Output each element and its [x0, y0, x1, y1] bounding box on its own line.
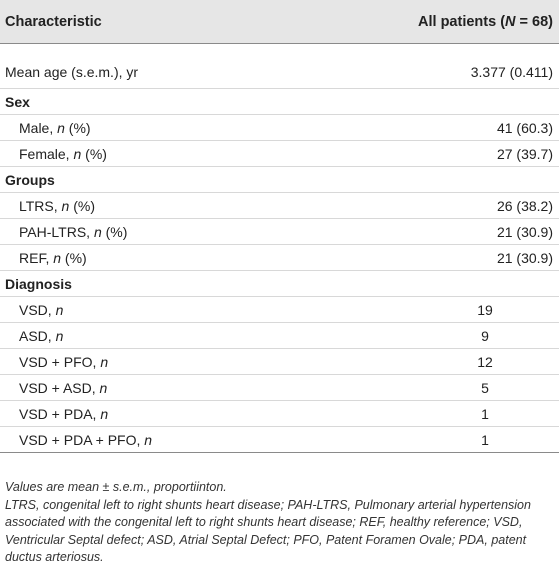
row-label-suffix: (%)	[101, 223, 128, 240]
table-row	[0, 245, 559, 271]
section-row	[0, 167, 559, 193]
row-label	[5, 198, 95, 214]
table-row	[0, 349, 559, 375]
row-value: 9	[481, 327, 489, 344]
row-label-text: VSD,	[19, 301, 56, 318]
row-label	[5, 120, 91, 136]
table-row	[0, 141, 559, 167]
row-label-text: Groups	[5, 171, 55, 188]
section-row	[0, 89, 559, 115]
table-row	[0, 115, 559, 141]
header-all-patients	[418, 14, 553, 30]
row-value: 41 (60.3)	[496, 119, 553, 136]
row-label-n-symbol: n	[100, 353, 109, 370]
row-value: 3.377 (0.411)	[470, 63, 553, 80]
header-all-patients-suffix: = 68)	[515, 13, 553, 30]
row-label-text: Diagnosis	[5, 275, 72, 292]
table-row	[0, 55, 559, 89]
row-label-text: VSD + PDA,	[19, 405, 101, 422]
table-row	[0, 297, 559, 323]
row-value: 19	[477, 301, 493, 318]
table-footnote	[5, 479, 553, 567]
footnote-abbreviations: LTRS, congenital left to right shunts heart disease; PAH-LTRS, Pulmonary arterial hypertension associated with the congenital left to right shunts heart disease; REF, healthy reference; VSD, Ventricular Septal defect; ASD, Atrial Septal Defect; PFO, Patent Foramen Ovale; PDA, patent ductus arteriosus.	[5, 497, 531, 564]
row-label-n-symbol: n	[144, 431, 153, 448]
row-label-suffix: (%)	[81, 145, 107, 162]
row-value: 21 (30.9)	[496, 249, 553, 266]
table-row	[0, 375, 559, 401]
row-label-n-symbol: n	[61, 197, 70, 214]
row-label	[5, 146, 107, 162]
row-label-text: Mean age (s.e.m.), yr	[5, 63, 139, 80]
row-label	[5, 224, 127, 240]
row-label	[5, 354, 108, 370]
row-label-n-symbol: n	[57, 119, 65, 136]
row-label-n-symbol: n	[55, 301, 64, 318]
table-row	[0, 401, 559, 427]
row-label	[5, 302, 63, 318]
header-spacer	[0, 44, 559, 55]
table-row	[0, 193, 559, 219]
row-value: 1	[481, 405, 489, 422]
header-all-patients-prefix: All patients (	[418, 13, 506, 30]
row-label	[5, 432, 152, 448]
row-label-text: Sex	[5, 93, 30, 110]
section-row	[0, 271, 559, 297]
row-label-text: Male,	[19, 119, 58, 136]
row-label-text: VSD + ASD,	[19, 379, 100, 396]
row-value: 27 (39.7)	[496, 145, 553, 162]
row-label-text: LTRS,	[19, 197, 62, 214]
row-label-text: ASD,	[19, 327, 56, 344]
row-label-n-symbol: n	[99, 379, 108, 396]
row-label	[5, 250, 87, 266]
row-label-n-symbol: n	[93, 223, 102, 240]
row-value: 26 (38.2)	[496, 197, 553, 214]
row-label	[5, 328, 63, 344]
row-label-n-symbol: n	[73, 145, 82, 162]
row-label	[5, 380, 107, 396]
table-row	[0, 427, 559, 453]
section-label	[5, 276, 72, 292]
table-row	[0, 323, 559, 349]
table-row	[0, 219, 559, 245]
row-label	[5, 64, 138, 80]
row-label-text: REF,	[19, 249, 54, 266]
row-label	[5, 406, 108, 422]
header-n-symbol: N	[505, 13, 516, 30]
row-value: 5	[481, 379, 489, 396]
row-label-n-symbol: n	[55, 327, 64, 344]
row-label-suffix: (%)	[61, 249, 87, 266]
table-body	[0, 55, 559, 453]
table-header	[0, 0, 559, 44]
row-label-text: Female,	[19, 145, 74, 162]
section-label	[5, 94, 30, 110]
row-label-text: PAH-LTRS,	[19, 223, 94, 240]
row-label-suffix: (%)	[69, 197, 95, 214]
row-label-n-symbol: n	[100, 405, 109, 422]
row-label-suffix: (%)	[64, 119, 91, 136]
row-label-text: VSD + PDA + PFO,	[19, 431, 145, 448]
row-value: 12	[477, 353, 493, 370]
section-label	[5, 172, 55, 188]
footnote-values: Values are mean ± s.e.m., proportiinton.	[5, 480, 227, 494]
row-label-text: VSD + PFO,	[19, 353, 101, 370]
row-label-n-symbol: n	[53, 249, 62, 266]
row-value: 1	[481, 431, 489, 448]
row-value: 21 (30.9)	[496, 223, 553, 240]
header-characteristic: Characteristic	[5, 13, 102, 30]
